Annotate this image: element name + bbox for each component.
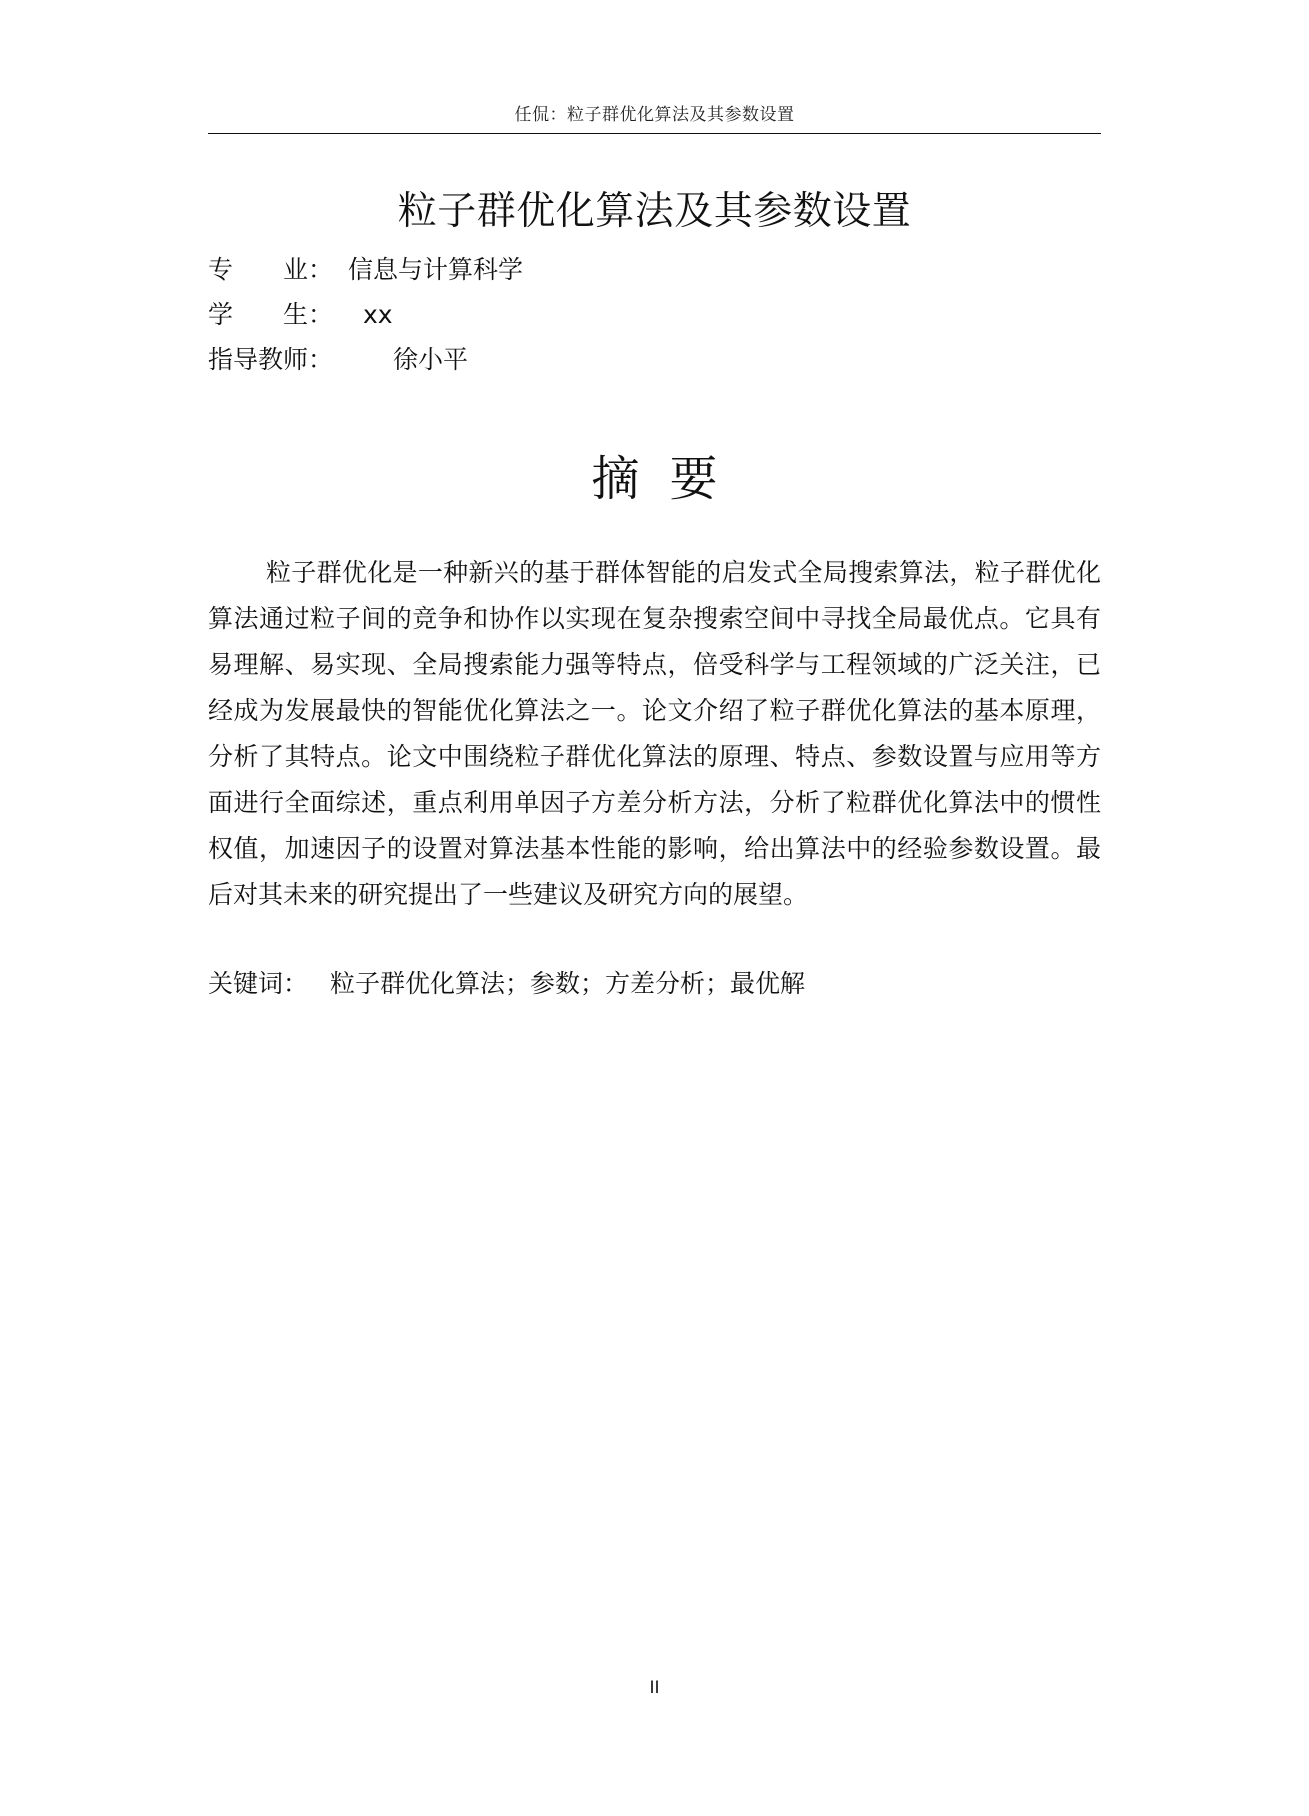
abstract-heading: 摘要 bbox=[591, 451, 748, 507]
student-label: 学 生： bbox=[208, 300, 334, 329]
running-header: 任侃：粒子群优化算法及其参数设置 bbox=[514, 105, 795, 125]
advisor-row bbox=[208, 340, 468, 376]
keywords-label: 关键词： bbox=[208, 969, 309, 998]
abstract-paragraph: 粒子群优化是一种新兴的基于群体智能的启发式全局搜索算法，粒子群优化算法通过粒子间的竞争和协作以实现在复杂搜索空间中寻找全局最优点。它具有易理解、易实现、全局搜索能力强等特点，倍受科学与工程领域的广泛关注，已经成为发展最快的智能优化算法之一。论文介绍了粒子群优化算法的基本原理，分析了其特点。论文中围绕粒子群优化算法的原理、特点、参数设置与应用等方面进行全面综述，重点利用单因子方差分析方法，分析了粒群优化算法中的惯性权值，加速因子的设置对算法基本性能的影响，给出算法中的经验参数设置。最后对其未来的研究提出了一些建议及研究方向的展望。 bbox=[208, 558, 1101, 909]
document-title: 粒子群优化算法及其参数设置 bbox=[397, 189, 912, 234]
keywords-value: 粒子群优化算法；参数；方差分析；最优解 bbox=[330, 969, 806, 998]
advisor-value: 徐小平 bbox=[393, 345, 469, 374]
header-rule bbox=[208, 133, 1101, 134]
page-number: II bbox=[649, 1678, 660, 1698]
abstract-body bbox=[208, 550, 1101, 918]
keywords-line bbox=[208, 964, 1101, 1000]
major-row bbox=[208, 250, 523, 286]
major-value: 信息与计算科学 bbox=[348, 255, 524, 284]
student-value: xx bbox=[363, 300, 393, 329]
advisor-label: 指导教师： bbox=[208, 345, 334, 374]
major-label: 专 业： bbox=[208, 255, 334, 284]
student-row bbox=[208, 295, 393, 331]
